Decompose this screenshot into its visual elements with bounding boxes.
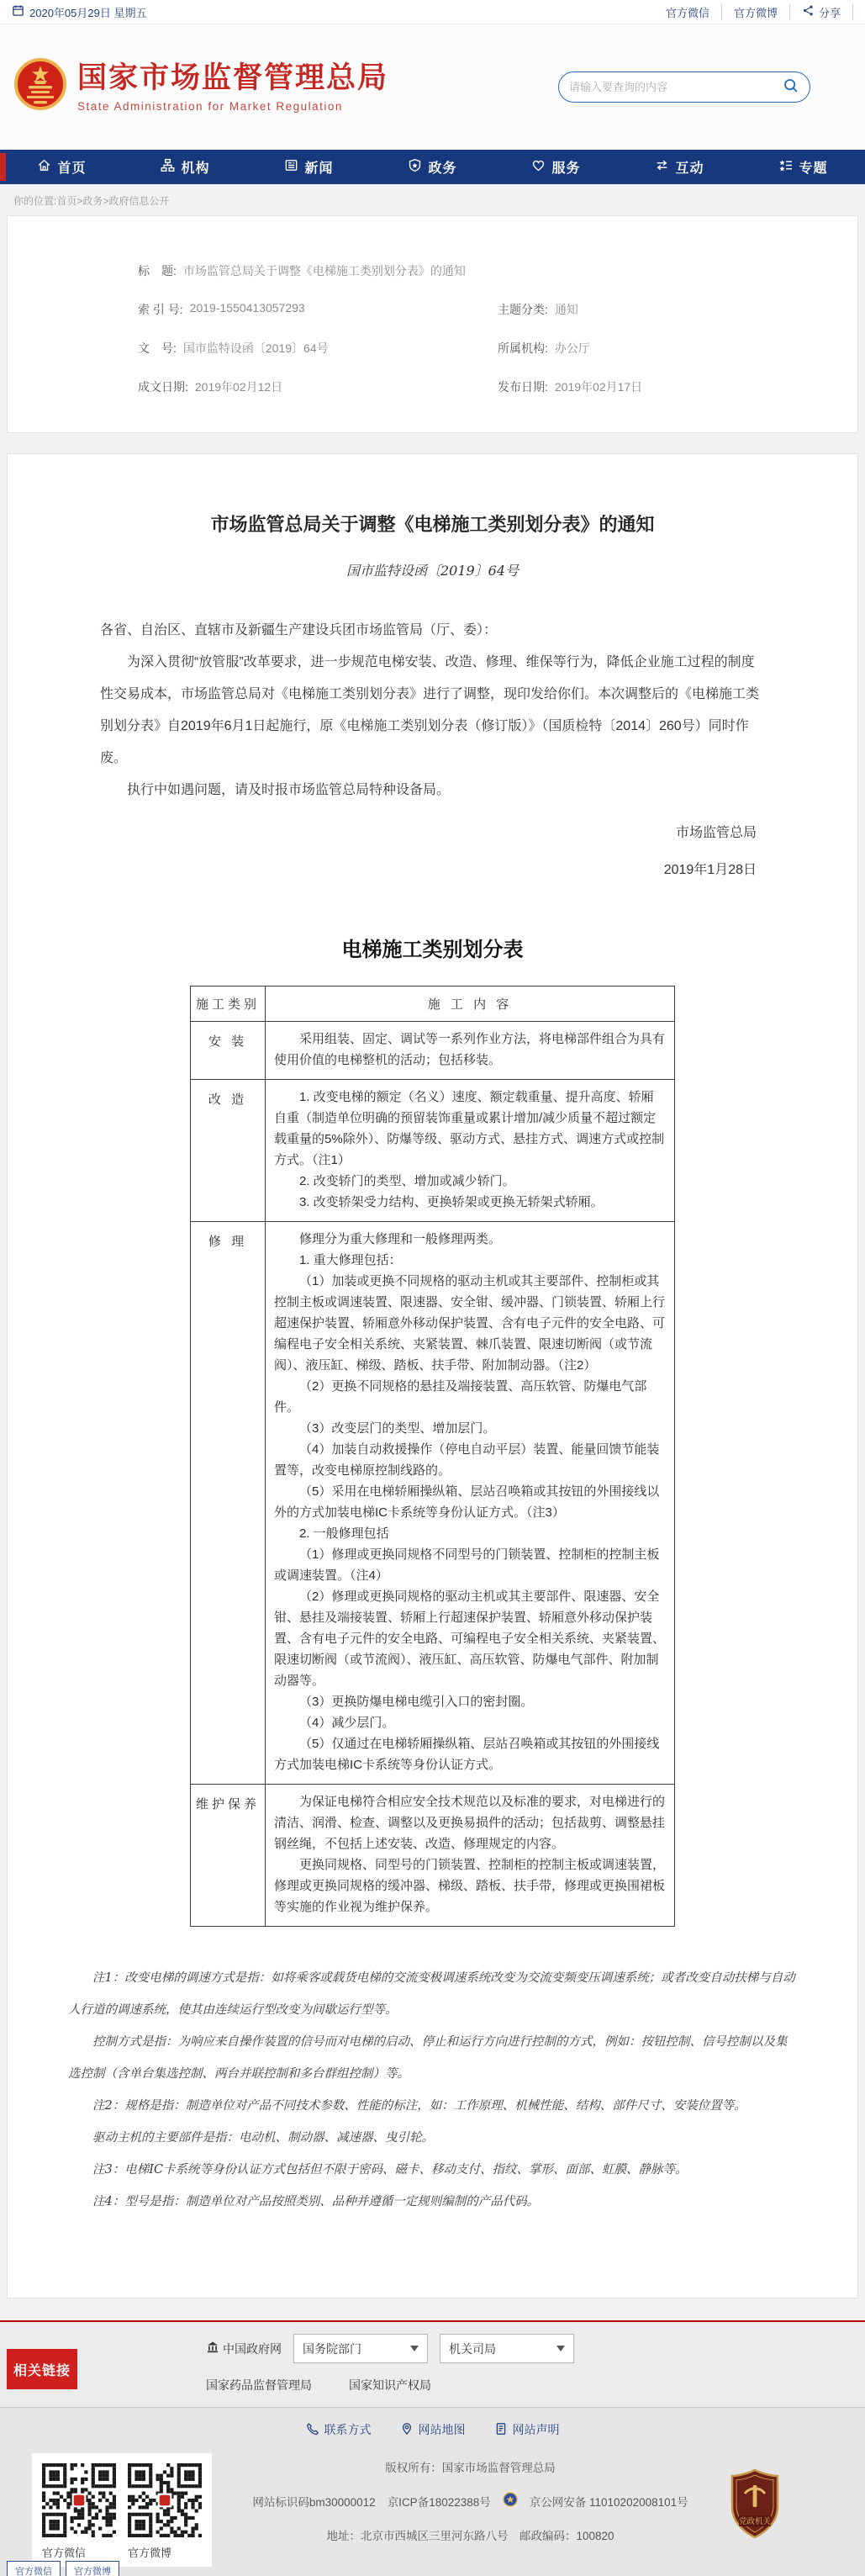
nav-accent [0,153,6,181]
party-gov-badge [729,2453,781,2543]
body-paragraph: 为深入贯彻“放管服”改革要求，进一步规范电梯安装、改造、修理、维保等行为，降低企业施工过程的制度性交易成本，市场监管总局对《电梯施工类别划分表》进行了调整，现印发给你们。本次调整后的《电梯施工类别划分表》自2019年6月1日起施行，原《电梯施工类别划分表（修订版）》（国质检特〔2014〕260号）同时作废。 [100,655,760,765]
construction-category: 修 理 [191,1222,266,1785]
address-text: 地址：北京市西城区三里河东路八号 邮政编码：100820 [326,2530,614,2542]
brand [13,56,388,119]
salutation: 各省、自治区、直辖市及新疆生产建设兵团市场监管局（厅、委）： [100,623,498,637]
nav-item-news[interactable]: 新闻 [247,150,371,184]
org-chart-icon [161,158,175,177]
meta-org-label: 所属机构: [498,341,548,355]
weibo-qr [128,2463,202,2560]
nmpa-link[interactable]: 国家药品监督管理局 [206,2378,312,2392]
footer-content [0,2453,865,2567]
meta-docnum [138,340,498,357]
table-paragraph: 1. 改变电梯的额定（名义）速度、额定载重量、提升高度、轿厢自重（制造单位明确的预留装饰重量或累计增加/减少质量不超过额定载重量的5%除外）、防爆等级、驱动方式、悬挂方式、调速方式或控制方式。（注1） [274,1090,665,1167]
home-icon [37,158,51,177]
table-paragraph: 2. 一般修理包括 [299,1526,389,1541]
official-wechat-link[interactable]: 官方微信 [654,4,722,20]
construction-table [190,986,675,1927]
table-paragraph: （2）更换不同规格的悬挂及端接装置、高压软管、防爆电气部件。 [274,1379,647,1415]
table-paragraph: （2）修理或更换同规格的驱动主机或其主要部件、限速器、安全钳、悬挂及端接装置、轿厢上行超速保护装置、轿厢意外移动保护装置、含有电子元件的安全电路、可编程电子安全相关系统、夹紧装置、限速切断阀（或节流阀）、液压缸、高压软管、防爆电气部件、附加制动器等。 [274,1590,666,1688]
swap-arrows-icon [655,158,669,177]
note-paragraph: 注4：型号是指：制造单位对产品按照类别、品种并遵循一定规则编制的产品代码。 [92,2195,540,2208]
table-paragraph: （1）修理或更换同规格不同型号的门锁装置、控制柜的控制主板或调速装置。（注4） [274,1547,660,1583]
date-display [12,4,146,20]
note-paragraph: 注1：改变电梯的调速方式是指：如将乘客或载货电梯的交流变极调速系统改变为交流变频变压调速系统；或者改变自动扶梯与自动人行道的调速系统，使其由连续运行型改变为间歇运行型等。 [68,1971,795,2017]
meta-written-value: 2019年02月12日 [194,380,283,394]
construction-content [266,1785,675,1927]
col-header-category: 施工类别 [191,986,266,1022]
meta-index-label: 索 引 号: [138,303,183,316]
meta-written-date [138,378,498,395]
wechat-qr-code [42,2463,116,2537]
col-header-content: 施 工 内 容 [266,986,675,1022]
address-line [212,2526,729,2543]
meta-index [138,301,498,318]
float-weibo-button[interactable]: 官方微博 [66,2561,119,2576]
construction-category: 改 造 [191,1080,266,1222]
document-number: 国市监特设函〔2019〕64号 [345,563,520,579]
body-paragraphs [100,647,765,807]
site-title: 国家市场监督管理总局 [77,61,389,94]
table-paragraph: 为保证电梯符合相应安全技术规范以及标准的要求，对电梯进行的清洁、润滑、检查、调整以及更换易损件的活动；包括裁剪、调整悬挂钢丝绳，不包括上述安装、改造、修理规定的内容。 [274,1795,666,1851]
table-paragraph: （5）采用在电梯轿厢操纵箱、层站召唤箱或其按钮的外围接线以外的方式加装电梯IC卡系统等身份认证方式。（注3） [274,1484,660,1520]
related-row1 [206,2334,865,2363]
site-footer [0,2408,865,2576]
topbar [0,0,865,24]
meta-docnum-label: 文 号: [138,341,177,355]
document-meta-panel [7,215,858,433]
map-pin-icon [400,2422,414,2438]
current-date: 2020年05月29日 星期五 [29,6,147,19]
related-links-tab: 相关链接 [7,2349,77,2389]
floating-social-widget [7,2561,119,2576]
nav-item-interact[interactable]: 互动 [618,150,741,184]
table-header-row [191,986,675,1022]
nav-item-gov[interactable]: 政务 [371,150,494,184]
footer-links [0,2421,865,2438]
registration-line [212,2492,729,2510]
wechat-qr [42,2463,116,2560]
note-paragraph: 驱动主机的主要部件是指：电动机、制动器、减速器、曳引轮。 [92,2131,434,2145]
share-icon [802,4,815,19]
meta-published-label: 发布日期: [498,380,548,394]
phone-icon [306,2422,319,2438]
qr-box [32,2453,212,2567]
meta-published-date [498,378,857,395]
meta-written-label: 成文日期: [138,380,188,394]
police-badge-icon [503,2492,518,2510]
chevron-down-icon [556,2346,565,2351]
table-title: 电梯施工类别划分表 [341,939,524,961]
meta-title-value: 市场监管总局关于调整《电梯施工类别划分表》的通知 [182,264,466,278]
signature-block [8,815,757,889]
meta-docnum-value: 国市监特设函〔2019〕64号 [182,341,329,355]
construction-category: 维护保养 [191,1785,266,1927]
government-building-icon [206,2341,219,2356]
calendar-icon [12,4,24,19]
shield-star-icon [408,158,422,177]
meta-category-value: 通知 [554,303,578,316]
wechat-qr-label: 官方微信 [42,2547,87,2559]
body-paragraph: 执行中如遇问题，请及时报市场监管总局特种设备局。 [127,783,451,797]
site-title-en: State Administration for Market Regulation [77,100,343,113]
table-paragraph: （3）更换防爆电梯电缆引入口的密封圈。 [299,1695,534,1709]
official-weibo-link[interactable]: 官方微博 [722,4,790,20]
badge-label: 党政机关 [738,2517,772,2526]
table-paragraph: 修理分为重大修理和一般修理两类。 [299,1232,502,1246]
note-paragraph: 注2：规格是指：制造单位对产品不同技术参数、性能的标注，如：工作原理、机械性能、结构、部件尺寸、安装位置等。 [92,2099,746,2113]
table-paragraph: （5）仅通过在电梯轿厢操纵箱、层站召唤箱或其按钮的外围接线方式加装电梯IC卡系统等身份认证方式。 [274,1737,660,1772]
sign-date: 2019年1月28日 [663,863,757,877]
table-paragraph: 更换同规格、同型号的门锁装置、控制柜的控制主板或调速装置，修理或更换同规格的缓冲器、梯级、踏板、扶手带，修理或更换围裙板等实施的作业视为维护保养。 [274,1858,666,1914]
table-paragraph: （4）加装自动救援操作（停电自动平层）装置、能量回馈节能装置等，改变电梯原控制线路的。 [274,1442,660,1478]
meta-title-label: 标 题: [138,264,177,278]
news-icon [284,158,298,177]
gov-portal-link[interactable]: 中国政府网 [206,2341,282,2357]
heart-icon [531,158,546,177]
table-row [191,1080,675,1222]
note-paragraph: 控制方式是指：为响应来自操作装置的信号而对电梯的启动、停止和运行方向进行控制的方式，例如：按钮控制、信号控制以及集选控制（含单台集选控制、两台并联控制和多台群组控制）等。 [68,2035,788,2081]
table-paragraph: （3）改变层门的类型、增加层门。 [299,1421,496,1436]
national-emblem-logo [13,56,67,119]
share-link[interactable]: 分享 [790,4,853,20]
table-paragraph: （1）加装或更换不同规格的驱动主机或其主要部件、控制柜或其控制主板或调速装置、限速器、安全钳、缓冲器、门锁装置、轿厢上行超速保护装置、轿厢意外移动保护装置、含有电子元件的安全电路、可编程电子安全相关系统、夹紧装置、棘爪装置、限速切断阀（或节流阀）、液压缸、梯级、踏板、扶手带、附加制动器。（注2） [274,1274,666,1373]
float-wechat-button[interactable]: 官方微信 [7,2561,61,2576]
meta-org [498,340,857,357]
site-id-code: 网站标识码bm30000012 [252,2495,376,2509]
main-nav [0,150,865,184]
nav-item-org[interactable]: 机构 [124,150,247,184]
related-row2 [206,2377,865,2394]
chevron-down-icon [410,2346,419,2351]
search-icon [783,77,799,97]
table-paragraph: 3. 改变轿架受力结构、更换轿架或更换无轿架式轿厢。 [299,1195,604,1209]
construction-content [266,1222,675,1785]
star-list-icon [778,158,793,177]
document-icon [494,2422,508,2438]
copyright-line [212,2458,729,2475]
table-row [191,1785,675,1927]
search-button[interactable] [783,77,799,97]
table-row [191,1222,675,1785]
table-paragraph: 采用组装、固定、调试等一系列作业方法，将电梯部件组合为具有使用价值的电梯整机的活动；包括移装。 [274,1032,666,1067]
construction-content [266,1080,675,1222]
meta-published-value: 2019年02月17日 [554,380,643,394]
nav-item-home[interactable]: 首页 [0,150,124,184]
table-paragraph: 2. 改变轿门的类型、增加或减少轿门。 [299,1174,515,1188]
related-links-section [0,2320,865,2408]
document-title: 市场监管总局关于调整《电梯施工类别划分表》的通知 [210,514,655,535]
table-paragraph: 1. 重大修理包括： [299,1253,402,1267]
police-registration-number: 京公网安备 11010202008101号 [529,2495,688,2509]
copyright-block [212,2453,729,2560]
nav-item-topics[interactable]: 专题 [741,150,865,184]
construction-category: 安 装 [191,1022,266,1080]
weibo-qr-label: 官方微博 [128,2547,172,2559]
statement-link[interactable]: 网站声明 [494,2421,560,2438]
state-council-departments-select[interactable]: 国务院部门 [293,2334,428,2363]
notes-block [68,1962,797,2218]
weibo-qr-code [128,2463,202,2537]
internal-bureaus-select[interactable]: 机关司局 [440,2334,574,2363]
search-box [558,71,810,103]
sitemap-link[interactable]: 网站地图 [400,2421,466,2438]
site-header [0,24,865,150]
meta-title [138,262,857,279]
contact-link[interactable]: 联系方式 [306,2421,372,2438]
meta-index-value: 2019-1550413057293 [189,301,305,315]
table-row [191,1022,675,1080]
topbar-links [654,4,853,20]
cnipa-link[interactable]: 国家知识产权局 [349,2378,431,2392]
copyright-text: 版权所有：国家市场监督管理总局 [385,2462,556,2474]
brand-text [77,61,388,113]
construction-table-body [191,1022,675,1927]
construction-content [266,1022,675,1080]
icp-number: 京ICP备18022388号 [387,2495,491,2509]
meta-org-value: 办公厅 [554,341,590,355]
search-input[interactable] [569,81,783,93]
table-paragraph: （4）减少层门。 [299,1716,395,1730]
meta-category [498,301,857,318]
note-paragraph: 注3：电梯IC卡系统等身份认证方式包括但不限于密码、磁卡、移动支付、指纹、掌形、面部、虹膜、静脉等。 [92,2163,688,2177]
signer: 市场监管总局 [675,826,757,840]
breadcrumb: 你的位置:首页>政务>政府信息公开 [13,195,170,207]
document-panel [7,453,858,2298]
document-body [100,615,765,807]
nav-item-service[interactable]: 服务 [494,150,618,184]
meta-category-label: 主题分类: [498,303,548,316]
